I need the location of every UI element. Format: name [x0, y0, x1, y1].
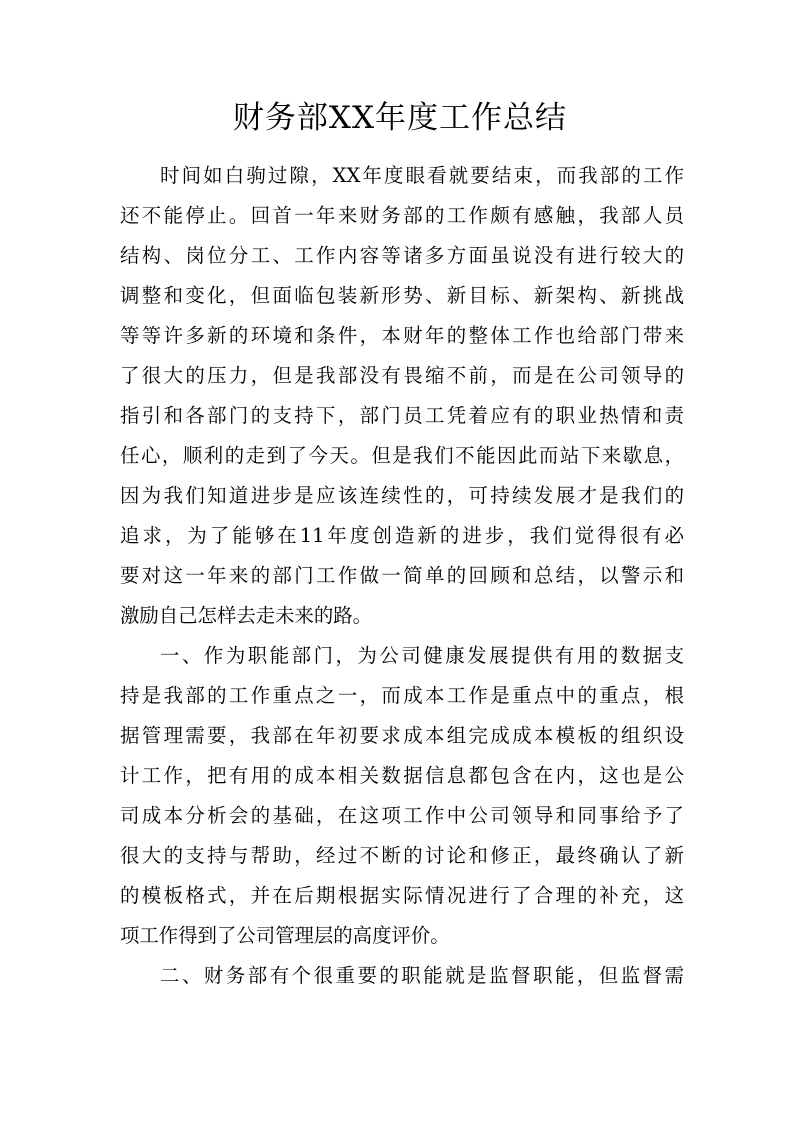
paragraph-3-line-1: 二、财务部有个很重要的职能就是监督职能，但监督需 [160, 964, 684, 987]
paragraph-2-line-3: 据管理需要，我部在年初要求成本组完成成本模板的组织设 [120, 724, 684, 747]
document-body [120, 156, 684, 996]
paragraph-1-line-12: 激励自己怎样去走未来的路。 [120, 604, 373, 627]
paragraph-1-line-3: 结构、岗位分工、工作内容等诸多方面虽说没有进行较大的 [120, 244, 684, 267]
paragraph-2-line-4: 计工作，把有用的成本相关数据信息都包含在内，这也是公 [120, 764, 684, 787]
paragraph-1-line-1: 时间如白驹过隙，XX年度眼看就要结束，而我部的工作 [160, 164, 684, 187]
paragraph-2-line-1: 一、作为职能部门，为公司健康发展提供有用的数据支 [160, 644, 684, 667]
paragraph-1-line-8: 任心，顺利的走到了今天。但是我们不能因此而站下来歇息， [120, 444, 684, 467]
paragraph-2-line-5: 司成本分析会的基础，在这项工作中公司领导和同事给予了 [120, 804, 684, 827]
paragraph-1-line-10: 追求，为了能够在11年度创造新的进步，我们觉得很有必 [120, 524, 684, 547]
document-title: 财务部XX年度工作总结 [232, 100, 568, 136]
paragraph-1-line-9: 因为我们知道进步是应该连续性的，可持续发展才是我们的 [120, 484, 684, 507]
paragraph-1-line-6: 了很大的压力，但是我部没有畏缩不前，而是在公司领导的 [120, 364, 684, 387]
paragraph-1-line-2: 还不能停止。回首一年来财务部的工作颇有感触，我部人员 [120, 204, 684, 227]
paragraph-1-line-7: 指引和各部门的支持下，部门员工凭着应有的职业热情和责 [120, 404, 684, 427]
paragraph-2-line-6: 很大的支持与帮助，经过不断的讨论和修正，最终确认了新 [120, 844, 684, 867]
paragraph-2-line-7: 的模板格式，并在后期根据实际情况进行了合理的补充，这 [120, 884, 684, 907]
paragraph-2-line-8: 项工作得到了公司管理层的高度评价。 [120, 924, 450, 947]
paragraph-1-line-4: 调整和变化，但面临包装新形势、新目标、新架构、新挑战 [120, 284, 684, 307]
paragraph-1-line-11: 要对这一年来的部门工作做一简单的回顾和总结，以警示和 [120, 564, 684, 587]
paragraph-1-line-5: 等等许多新的环境和条件，本财年的整体工作也给部门带来 [120, 324, 684, 347]
paragraph-2-line-2: 持是我部的工作重点之一，而成本工作是重点中的重点，根 [120, 684, 684, 707]
